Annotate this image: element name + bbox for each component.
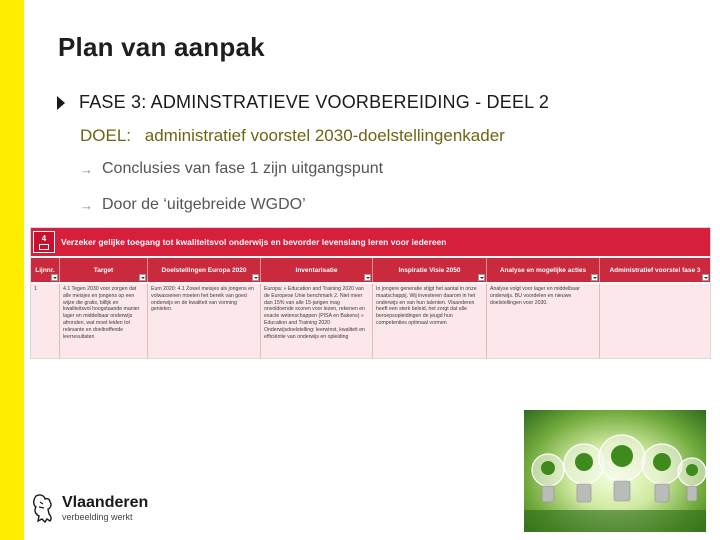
header-label: Lijnnr. — [35, 266, 55, 274]
main-bullet — [57, 92, 549, 113]
goal-line — [80, 126, 505, 146]
filter-dropdown-icon[interactable] — [478, 274, 485, 281]
sub-item-text: Door de ‘uitgebreide WGDO’ — [102, 196, 306, 213]
table-header-cell — [373, 258, 487, 282]
bullet-arrow-icon — [57, 96, 65, 110]
filter-dropdown-icon[interactable] — [252, 274, 259, 281]
table-header-cell — [148, 258, 261, 282]
filter-dropdown-icon[interactable] — [702, 274, 709, 281]
table-cell — [600, 284, 710, 359]
table-cell: 4.1 Tegen 2030 voor zorgen dat alle meisjes en jongens op een wijze die gratis, billijk en kwaliteitsvol hoogstaande manier lager en middelbaar onderwijs afronden, wat moet leiden tot relevante en doeltreffende leerresultaten — [60, 284, 148, 359]
header-label: Analyse en mogelijke acties — [499, 266, 587, 274]
table-header-cell — [261, 258, 373, 282]
table-header-row — [31, 258, 710, 282]
table-cell: Europa: » Education and Training 2020 van de Europese Unie benchmark 2. Niet meer dan 15% van alle 15-jarigen mag onvoldoende scoren voor lezen, rekenen en exacte wetenschappen (PISA en Bakens) » Education and Training 2020 Onderwijsdoelstelling: leerwinst, kwaliteit en efficiëntie van onderwijs en opleiding — [261, 284, 373, 359]
table-cell: Analyse volgt voor lager en middelbaar onderwijs. BU voordelen en nieuwe doelstellingen voor 2030. — [487, 284, 600, 359]
table-cell: 1 — [31, 284, 60, 359]
header-label: Administratief voorstel fase 3 — [609, 266, 701, 274]
sub-item — [80, 196, 306, 214]
logo-text — [62, 494, 148, 523]
light-bulbs-photo — [524, 410, 706, 532]
filter-dropdown-icon[interactable] — [139, 274, 146, 281]
spreadsheet-excerpt — [30, 227, 711, 359]
sub-item — [80, 160, 383, 178]
filter-dropdown-icon[interactable] — [591, 274, 598, 281]
header-label: Inventarisatie — [295, 266, 338, 274]
arrow-right-icon: → — [80, 197, 93, 213]
table-header-cell — [60, 258, 148, 282]
table-header-cell — [31, 258, 60, 282]
filter-dropdown-icon[interactable] — [51, 274, 58, 281]
bullet-text: FASE 3: ADMINSTRATIEVE VOORBEREIDING - DEEL 2 — [79, 92, 550, 112]
flemish-lion-icon — [30, 492, 56, 524]
slide-title: Plan van aanpak — [58, 32, 265, 62]
header-label: Doelstellingen Europa 2020 — [161, 266, 247, 274]
table-header-cell — [600, 258, 710, 282]
sdg-4-icon — [33, 231, 55, 253]
light-bulbs-illustration — [524, 410, 706, 532]
sub-item-text: Conclusies van fase 1 zijn uitgangspunt — [102, 160, 384, 177]
logo-tagline: verbeelding werkt — [62, 511, 133, 522]
header-label: Target — [93, 266, 114, 274]
table-cell: In jongere generatie stijgt het aantal in onze maatschappij. Wij investeren daarom in het onderwijs en van hun talenten. Vlaanderen heeft een sterk beleid, het zorgt dat alle beroepsopleidingen de jeugd hun competenties optimaal vormen — [373, 284, 487, 359]
logo-name: Vlaanderen — [62, 493, 149, 511]
banner-text: Verzeker gelijke toegang tot kwaliteitsvol onderwijs en bevorder levenslang leren voor iedereen — [61, 237, 447, 247]
vlaanderen-logo — [30, 492, 148, 524]
header-label: Inspiratie Visie 2050 — [398, 266, 461, 274]
goal-text: administratief voorstel 2030-doelstellingenkader — [144, 126, 505, 145]
filter-dropdown-icon[interactable] — [364, 274, 371, 281]
table-cell: Eum 2020: 4.1 Zowel meisjes als jongens en volwassenen moeten het bereik van goed onderwijs en de kwaliteit van vorming genieten. — [148, 284, 261, 359]
arrow-right-icon: → — [80, 161, 93, 177]
table-row — [31, 284, 710, 359]
table-header-cell — [487, 258, 600, 282]
accent-bar — [0, 0, 24, 540]
book-icon — [39, 244, 49, 250]
goal-label: DOEL: — [80, 126, 132, 145]
sdg-number: 4 — [41, 233, 47, 243]
sdg-banner — [31, 228, 710, 256]
